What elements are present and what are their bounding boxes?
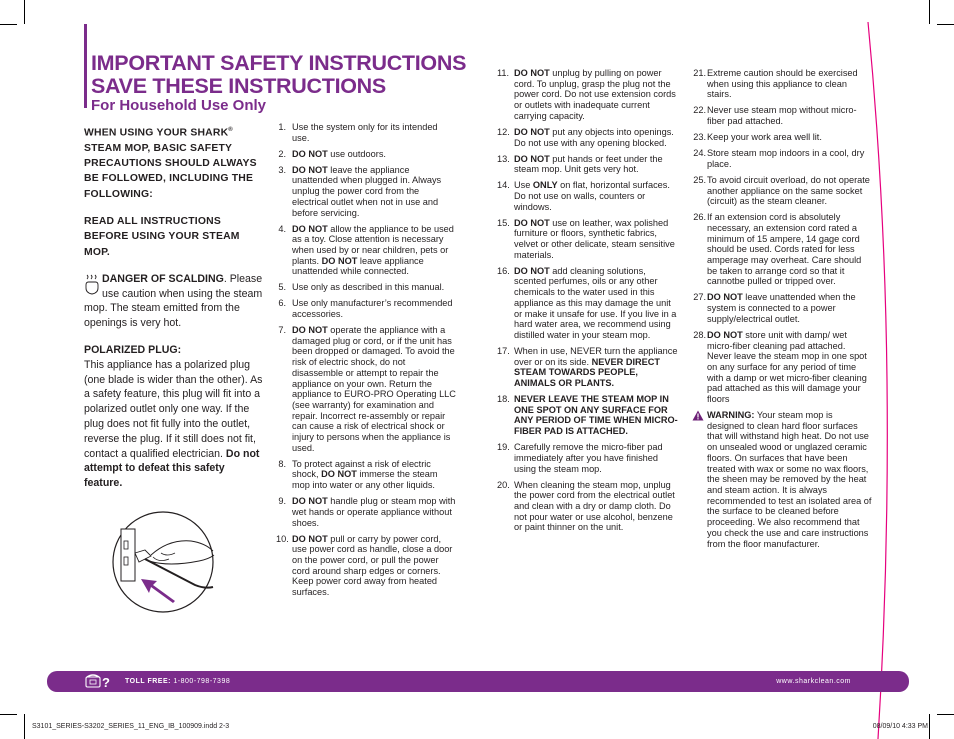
plug-outlet-illustration [111, 511, 216, 613]
crop-mark [24, 0, 25, 24]
item-number: 21. [693, 68, 706, 78]
crop-mark [937, 714, 954, 715]
svg-text:?: ? [102, 675, 110, 689]
intro-paragraph: WHEN USING YOUR SHARK® STEAM MOP, BASIC SAFETY PRECAUTIONS SHOULD ALWAYS BE FOLLOWED, INCLUDING THE FOLLOWING: [84, 127, 257, 200]
item-number: 3. [278, 164, 286, 175]
item-text: Store steam mop indoors in a cool, dry place. [707, 148, 865, 169]
safety-list-1 [276, 122, 456, 603]
title-line-1: IMPORTANT SAFETY INSTRUCTIONS [91, 51, 467, 75]
list-item [497, 266, 679, 341]
item-text: DO NOT operate the appliance with a damaged plug or cord, or if the unit has been dropped or damaged. To avoid the risk of electric shock, do not disassemble or attempt to repair the appliance on your own. Return the appliance to EURO-PRO Operating LLC (see warranty) for examination and repair. Incorrect re-assembly or repair can cause a risk of electrical shock or injury to persons when the appliance is used. [292, 325, 456, 453]
item-text: DO NOT pull or carry by power cord, use power cord as handle, close a door on the power cord, or pull the power cord around sharp edges or corners. Keep power cord away from heated surfaces. [292, 533, 453, 598]
item-number: 15. [497, 217, 510, 228]
crop-mark [937, 24, 954, 25]
list-item [276, 149, 456, 160]
list-item [276, 282, 456, 293]
item-number: 17. [497, 345, 510, 356]
item-text: Keep your work area well lit. [707, 132, 822, 143]
crop-mark [24, 714, 25, 739]
list-item [497, 218, 679, 261]
item-number: 18. [497, 394, 510, 405]
item-number: 9. [278, 496, 286, 507]
slug-date: 08/09/10 4:33 PM [872, 723, 928, 730]
list-item [276, 325, 456, 453]
list-item [497, 68, 679, 122]
item-number: 19. [497, 442, 510, 453]
item-text: DO NOT unplug by pulling on power cord. To unplug, grasp the plug not the power cord. Do not use extension cords or outlets with inadequate current carrying capacity. [514, 68, 676, 121]
item-text: DO NOT put hands or feet under the steam mop. Unit gets very hot. [514, 153, 663, 175]
item-number: 8. [278, 458, 286, 469]
list-item [690, 105, 872, 126]
item-number: 6. [278, 298, 286, 309]
item-text: DO NOT handle plug or steam mop with wet hands or operate appliance without shoes. [292, 496, 456, 528]
item-text: Use the system only for its intended use. [292, 122, 438, 143]
title-accent-bar [84, 24, 87, 108]
item-text: NEVER LEAVE THE STEAM MOP IN ONE SPOT ON ANY SURFACE FOR ANY PERIOD OF TIME WHEN MICRO-FIBER PAD IS ATTACHED. [514, 394, 678, 437]
phone-help-icon [85, 674, 111, 689]
warning-block [690, 410, 872, 549]
item-number: 24. [693, 148, 706, 159]
warning-text: WARNING: Your steam mop is designed to clean hard floor surfaces that will withstand high heat. Do not use on unsealed wood or unglazed ceramic floors. On surfaces that have been treated with wax or some no wax floors, the sheen may be removed by the heat and steam action. It is always recommended to test an isolated area of the surface to be cleaned before proceeding. We also recommend that you check the use and care instructions from the floor manufacturer. [707, 410, 872, 549]
item-number: 25. [693, 174, 706, 185]
list-item [497, 180, 679, 212]
crop-mark [929, 0, 930, 24]
item-text: Carefully remove the micro-fiber pad immediately after you have finished using the steam mop. [514, 442, 663, 474]
item-text: When cleaning the steam mop, unplug the power cord from the electrical outlet and clean with a dry or damp cloth. Do not pour water or use alcohol, benzene or paint thinner on the unit. [514, 479, 675, 533]
item-number: 16. [497, 265, 510, 276]
item-text: When in use, NEVER turn the appliance over or on its side. NEVER DIRECT STEAM TOWARDS PEOPLE, ANIMALS OR PLANTS. [514, 345, 678, 389]
warning-icon-cell [690, 410, 707, 549]
item-number: 23. [693, 132, 706, 143]
item-text: DO NOT leave the appliance unattended when plugged in. Always unplug the power cord from the electrical outlet when not in use and before servicing. [292, 164, 442, 218]
item-number: 22. [693, 105, 706, 116]
item-number: 4. [278, 223, 286, 234]
item-text: Use ONLY on flat, horizontal surfaces. Do not use on walls, counters or windows. [514, 180, 670, 212]
list-item [276, 496, 456, 528]
slug-file: S3101_SERIES-S3202_SERIES_11_ENG_IB_100909.indd 2-3 [32, 723, 230, 730]
danger-paragraph: DANGER OF SCALDING. Please use caution when using the steam mop. The steam emitted from the openings is very hot. [84, 272, 263, 330]
list-item [690, 330, 872, 405]
title-line-2: SAVE THESE INSTRUCTIONS [91, 74, 386, 98]
list-item [497, 127, 679, 148]
warning-triangle-icon [692, 410, 704, 421]
item-text: Extreme caution should be exercised when using this appliance to clean stairs. [707, 68, 858, 100]
list-item [690, 175, 872, 207]
item-number: 7. [278, 325, 286, 336]
item-number: 28. [693, 329, 706, 340]
footer-bar [47, 671, 909, 692]
intro-column [84, 123, 264, 503]
item-text: To avoid circuit overload, do not operate another appliance on the same socket (circuit) as the steam cleaner. [707, 174, 870, 207]
list-item [497, 442, 679, 474]
item-number: 20. [497, 479, 510, 490]
polarized-paragraph: POLARIZED PLUG: This appliance has a polarized plug (one blade is wider than the other). As a safety feature, this plug will fit into a polarized outlet only one way. If the plug does not fit fully into the outlet, reverse the plug. If it still does not fit, contact a qualified electrician. Do not attempt to defeat this safety feature. [84, 344, 263, 490]
crop-mark [0, 714, 17, 715]
item-text: DO NOT allow the appliance to be used as a toy. Close attention is necessary when used by or near children, pets or plants. DO NOT leave appliance unattended while connected. [292, 223, 454, 277]
item-number: 11. [497, 68, 510, 78]
safety-list-3 [690, 68, 872, 555]
item-number: 10. [276, 533, 289, 544]
list-item [276, 459, 456, 491]
list-item [276, 298, 456, 319]
list-item [690, 68, 872, 100]
item-text: DO NOT leave unattended when the system is connected to a power supply/electrical outlet. [707, 292, 856, 324]
website: www.sharkclean.com [776, 678, 851, 685]
item-text: DO NOT put any objects into openings. Do not use with any opening blocked. [514, 126, 674, 148]
steam-hand-icon [84, 274, 100, 296]
list-item [497, 394, 679, 437]
item-text: DO NOT use on leather, wax polished furniture or floors, synthetic fabrics, velvet or other delicate, steam sensitive materials. [514, 217, 675, 260]
list-item [497, 346, 679, 389]
list-item [690, 212, 872, 287]
list-item [690, 292, 872, 324]
item-number: 12. [497, 126, 510, 137]
safety-list-2 [497, 68, 679, 538]
list-item [690, 148, 872, 169]
item-number: 26. [693, 212, 706, 223]
list-item [497, 480, 679, 534]
list-item [497, 154, 679, 175]
crop-mark [0, 24, 17, 25]
item-text: DO NOT add cleaning solutions, scented perfumes, oils or any other chemicals to the water used in this appliance as this may damage the unit or make it unsafe for use. If you live in a hard water area, we recommend using distilled water in your steam mop. [514, 265, 677, 340]
item-number: 27. [693, 292, 706, 303]
item-text: Use only as described in this manual. [292, 282, 445, 293]
item-number: 5. [278, 282, 286, 293]
crop-mark [929, 714, 930, 739]
item-text: Use only manufacturer’s recommended accessories. [292, 298, 453, 320]
item-text: DO NOT use outdoors. [292, 148, 386, 159]
item-number: 1. [278, 122, 286, 132]
list-item [690, 132, 872, 143]
item-number: 13. [497, 153, 510, 164]
list-item [276, 224, 456, 278]
item-number: 2. [278, 148, 286, 159]
list-item [276, 122, 456, 143]
subtitle: For Household Use Only [91, 97, 267, 114]
read-all-paragraph: READ ALL INSTRUCTIONS BEFORE USING YOUR STEAM MOP. [84, 215, 240, 258]
list-item [276, 534, 456, 598]
item-text: Never use steam mop without micro-fiber pad attached. [707, 105, 857, 127]
item-text: If an extension cord is absolutely necessary, an extension cord rated a minimum of 15 ampere, 14 gage cord should be used. Cords rated for less amperage may overheat. Care should be taken to arrange cord so that it cannotbe pulled or tripped over. [707, 212, 862, 287]
list-item [276, 165, 456, 219]
item-number: 14. [497, 180, 510, 191]
item-text: DO NOT store unit with damp/ wet micro-fiber cleaning pad attached. Never leave the steam mop in one spot on any surface for any period of time with a damp or wet micro-fiber cleaning pad attached as this will damage your floors [707, 329, 867, 405]
toll-free: TOLL FREE: 1-800-798-7398 [125, 678, 231, 685]
item-text: To protect against a risk of electric shock, DO NOT immerse the steam mop into water or any other liquids. [292, 458, 438, 491]
